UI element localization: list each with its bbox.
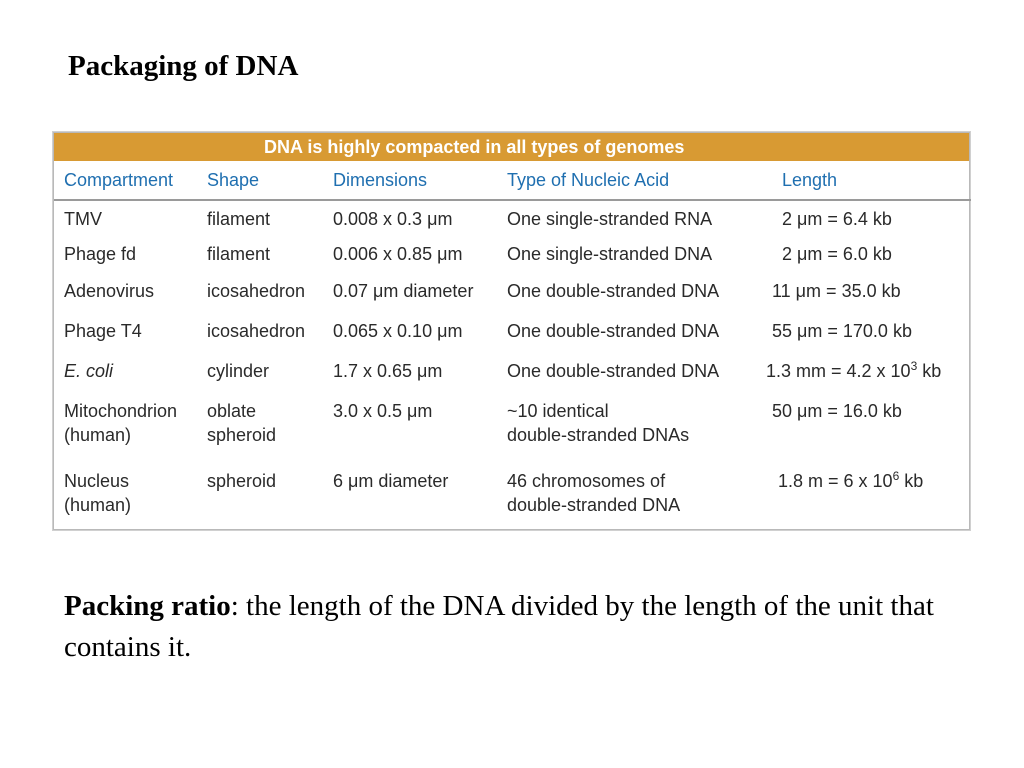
cell-dimensions: 0.07 μm diameter bbox=[333, 281, 474, 301]
cell-length bbox=[760, 463, 971, 537]
cell-nucleic-acid bbox=[497, 353, 760, 393]
table-banner: DNA is highly compacted in all types of genomes bbox=[54, 133, 969, 161]
cell-shape bbox=[197, 353, 323, 393]
cell-compartment bbox=[54, 200, 197, 236]
cell-nucleic-acid bbox=[497, 273, 760, 313]
length-value: 11 μm = 35.0 kb bbox=[772, 281, 901, 301]
header-shape: Shape bbox=[197, 161, 323, 200]
cell-compartment-line: (human) bbox=[64, 495, 132, 515]
cell-compartment-line: E. coli bbox=[64, 361, 114, 381]
cell-length bbox=[760, 200, 971, 236]
cell-length bbox=[760, 353, 971, 393]
cell-compartment bbox=[54, 463, 197, 537]
cell-length bbox=[760, 393, 971, 463]
length-unit: kb bbox=[917, 361, 942, 381]
length-exponent: 3 bbox=[910, 359, 918, 373]
cell-nucleic-acid bbox=[497, 463, 760, 537]
cell-shape bbox=[197, 393, 323, 463]
cell-nucleic-acid-line: One single-stranded DNA bbox=[507, 244, 713, 264]
definition-term: Packing ratio bbox=[64, 590, 231, 622]
cell-nucleic-acid-line: One double-stranded DNA bbox=[507, 321, 720, 341]
cell-compartment-line: Phage T4 bbox=[64, 321, 142, 341]
slide-title: Packaging of DNA bbox=[68, 50, 299, 82]
cell-dimensions: 0.008 x 0.3 μm bbox=[333, 209, 453, 229]
cell-length bbox=[760, 313, 971, 353]
length-value: 50 μm = 16.0 kb bbox=[772, 401, 902, 421]
cell-nucleic-acid bbox=[497, 200, 760, 236]
length-unit: kb bbox=[899, 471, 924, 491]
table bbox=[54, 161, 971, 537]
cell-dimensions: 6 μm diameter bbox=[333, 471, 449, 491]
packing-ratio-definition bbox=[64, 586, 984, 668]
table-row bbox=[54, 393, 971, 463]
cell-nucleic-acid-line: double-stranded DNAs bbox=[507, 425, 690, 445]
length-exponent: 6 bbox=[892, 469, 900, 483]
header-nucleic-acid: Type of Nucleic Acid bbox=[497, 161, 760, 200]
cell-shape-line: icosahedron bbox=[207, 321, 306, 341]
cell-shape-line: cylinder bbox=[207, 361, 270, 381]
table-row bbox=[54, 200, 971, 236]
cell-compartment bbox=[54, 393, 197, 463]
table-row bbox=[54, 313, 971, 353]
length-value: 2 μm = 6.0 kb bbox=[782, 244, 892, 264]
cell-nucleic-acid-line: One single-stranded RNA bbox=[507, 209, 713, 229]
cell-nucleic-acid-line: One double-stranded DNA bbox=[507, 281, 720, 301]
length-value: 55 μm = 170.0 kb bbox=[772, 321, 912, 341]
table-row bbox=[54, 273, 971, 313]
cell-compartment bbox=[54, 273, 197, 313]
cell-shape bbox=[197, 463, 323, 537]
length-value: 2 μm = 6.4 kb bbox=[782, 209, 892, 229]
cell-dimensions: 3.0 x 0.5 μm bbox=[333, 401, 433, 421]
table-row bbox=[54, 236, 971, 273]
cell-nucleic-acid bbox=[497, 313, 760, 353]
cell-shape-line: oblate bbox=[207, 401, 257, 421]
table-body bbox=[54, 200, 971, 537]
cell-nucleic-acid-line: ~10 identical bbox=[507, 401, 609, 421]
cell-shape bbox=[197, 313, 323, 353]
cell-shape-line: spheroid bbox=[207, 425, 277, 445]
cell-compartment-line: TMV bbox=[64, 209, 102, 229]
cell-nucleic-acid bbox=[497, 236, 760, 273]
cell-dimensions: 0.065 x 0.10 μm bbox=[333, 321, 463, 341]
length-value: 1.3 mm = 4.2 x 10 bbox=[766, 361, 911, 381]
cell-shape-line: spheroid bbox=[207, 471, 277, 491]
cell-dimensions: 1.7 x 0.65 μm bbox=[333, 361, 443, 381]
cell-nucleic-acid-line: One double-stranded DNA bbox=[507, 361, 720, 381]
cell-shape bbox=[197, 236, 323, 273]
cell-shape-line: filament bbox=[207, 209, 271, 229]
table-header-row bbox=[54, 161, 971, 200]
cell-compartment bbox=[54, 313, 197, 353]
cell-compartment-line: Adenovirus bbox=[64, 281, 155, 301]
cell-compartment bbox=[54, 236, 197, 273]
cell-shape bbox=[197, 200, 323, 236]
cell-nucleic-acid-line: double-stranded DNA bbox=[507, 495, 681, 515]
dna-compaction-table bbox=[53, 132, 970, 530]
cell-length bbox=[760, 273, 971, 313]
header-compartment: Compartment bbox=[54, 161, 197, 200]
cell-compartment-line: Phage fd bbox=[64, 244, 137, 264]
table-row bbox=[54, 353, 971, 393]
length-value: 1.8 m = 6 x 10 bbox=[778, 471, 893, 491]
header-dimensions: Dimensions bbox=[323, 161, 497, 200]
header-length: Length bbox=[760, 161, 971, 200]
cell-nucleic-acid-line: 46 chromosomes of bbox=[507, 471, 666, 491]
cell-compartment bbox=[54, 353, 197, 393]
cell-compartment-line: Nucleus bbox=[64, 471, 130, 491]
definition-text: : the length of the DNA divided by the length of the unit that contains it. bbox=[64, 590, 934, 663]
cell-length bbox=[760, 236, 971, 273]
cell-shape-line: filament bbox=[207, 244, 271, 264]
table-row bbox=[54, 463, 971, 537]
cell-shape-line: icosahedron bbox=[207, 281, 306, 301]
cell-dimensions: 0.006 x 0.85 μm bbox=[333, 244, 463, 264]
cell-compartment-line: Mitochondrion bbox=[64, 401, 178, 421]
cell-compartment-line: (human) bbox=[64, 425, 132, 445]
cell-shape bbox=[197, 273, 323, 313]
cell-nucleic-acid bbox=[497, 393, 760, 463]
